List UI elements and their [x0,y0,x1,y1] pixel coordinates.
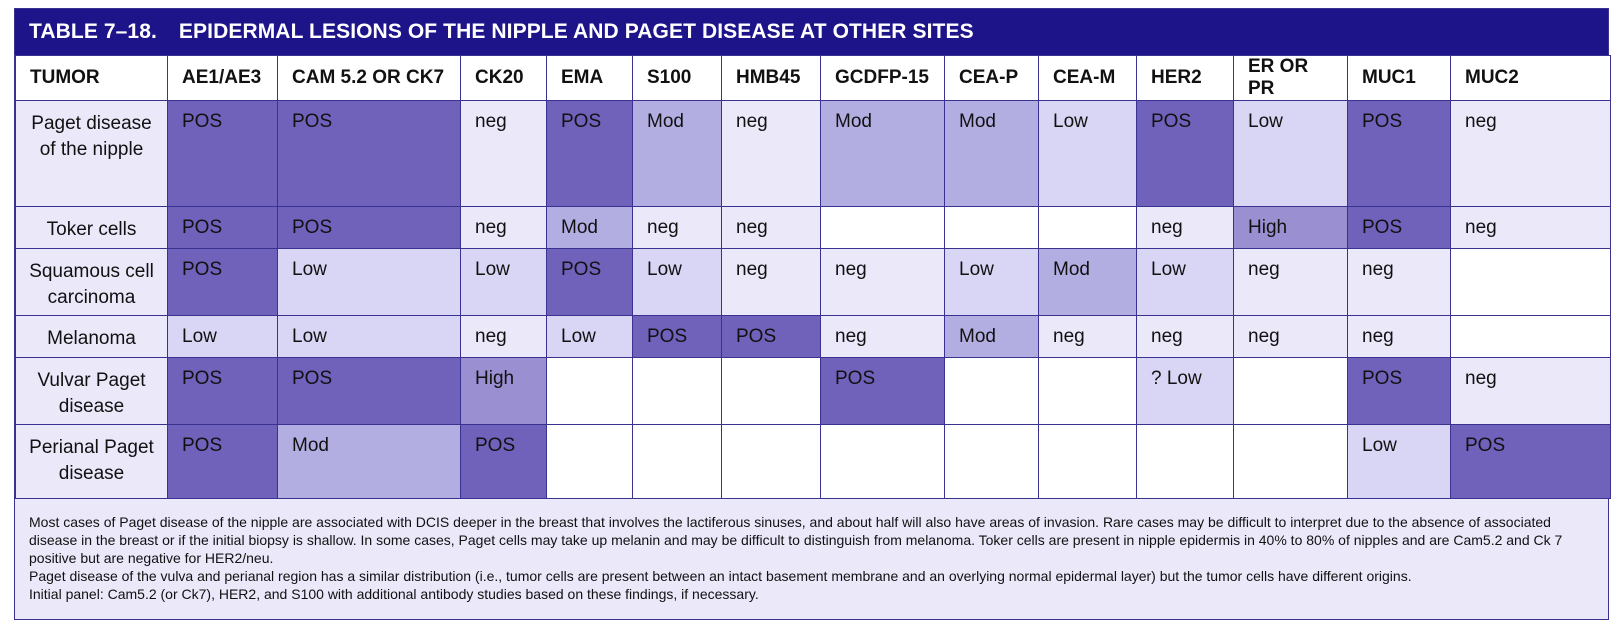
table-cell: POS [278,101,461,207]
table-cell: neg [821,249,945,316]
table-cell: POS [633,316,722,358]
note-paragraph: Paget disease of the vulva and perianal region has a similar distribution (i.e., tumor cells are present between an intact basement membrane and an overlying normal epidermal layer) but the tumor cells have different origins. [29,568,1412,584]
column-header: TUMOR [16,56,168,101]
column-header: EMA [547,56,633,101]
note-paragraph: Most cases of Paget disease of the nipple are associated with DCIS deeper in the breast that involves the lactiferous sinuses, and about half will also have areas of invasion. Rare cases may be difficult to interpret due to the absence of associated disease in the breast or if the initial biopsy is shallow. In some cases, Paget cells may take up melanin and may be difficult to distinguish from melanoma. Toker cells are present in nipple epidermis in 40% to 80% of nipples and are Cam5.2 and Ck 7 positive but are negative for HER2/neu. [29,514,1563,566]
table-cell: Low [633,249,722,316]
table-cell: Low [168,316,278,358]
table-cell: POS [547,249,633,316]
table-row [16,358,1611,425]
table-cell: Mod [633,101,722,207]
table-cell: POS [722,316,821,358]
table-cell: POS [1348,207,1451,249]
table-row [16,316,1611,358]
table-cell [722,358,821,425]
table-cell: POS [461,425,547,499]
table-cell [945,358,1039,425]
table-cell: neg [722,101,821,207]
table-cell [1234,358,1348,425]
table-cell [1234,425,1348,499]
table-cell [547,425,633,499]
column-header: CEA-P [945,56,1039,101]
table-cell: Mod [1039,249,1137,316]
table-cell: POS [1348,101,1451,207]
table-cell: Mod [278,425,461,499]
table-cell [1137,425,1234,499]
row-header: Perianal Paget disease [16,425,168,499]
table-row [16,425,1611,499]
table-row [16,249,1611,316]
row-header: Vulvar Paget disease [16,358,168,425]
column-header: MUC2 [1451,56,1611,101]
table-container [14,8,1609,620]
row-header: Squamous cell carcinoma [16,249,168,316]
table-cell: Low [461,249,547,316]
table-cell: neg [461,316,547,358]
table-cell: POS [168,207,278,249]
table-cell: neg [461,207,547,249]
table-row [16,101,1611,207]
header-row [16,56,1611,101]
table-cell: POS [1451,425,1611,499]
table-cell: Low [547,316,633,358]
table-cell [821,207,945,249]
note-paragraph: Initial panel: Cam5.2 (or Ck7), HER2, and S100 with additional antibody studies based on these findings, if necessary. [29,586,759,602]
table-cell: POS [278,358,461,425]
table-cell [1451,249,1611,316]
table-cell: neg [1451,207,1611,249]
column-header: AE1/AE3 [168,56,278,101]
table-cell [1039,207,1137,249]
table-cell: Mod [547,207,633,249]
table-title: EPIDERMAL LESIONS OF THE NIPPLE AND PAGET DISEASE AT OTHER SITES [178,20,974,43]
table-cell [547,358,633,425]
column-header: CEA-M [1039,56,1137,101]
table-cell [722,425,821,499]
row-header: Paget disease of the nipple [16,101,168,207]
table-cell: neg [1137,207,1234,249]
table-cell: High [1234,207,1348,249]
table-number: TABLE 7–18. [29,20,157,43]
table-cell: Mod [945,316,1039,358]
column-header: CK20 [461,56,547,101]
table-cell: Low [278,316,461,358]
table-cell [945,425,1039,499]
data-table [15,55,1611,499]
table-cell: High [461,358,547,425]
table-cell: neg [1039,316,1137,358]
table-cell [633,425,722,499]
table-row [16,207,1611,249]
table-cell: Low [278,249,461,316]
table-cell [945,207,1039,249]
table-cell: POS [1137,101,1234,207]
table-body [16,101,1611,499]
table-cell: neg [461,101,547,207]
table-cell: Low [1039,101,1137,207]
table-cell: neg [722,207,821,249]
table-cell: Mod [821,101,945,207]
table-cell: neg [821,316,945,358]
table-cell [1039,358,1137,425]
table-cell: Mod [945,101,1039,207]
table-cell [821,425,945,499]
table-cell [1451,316,1611,358]
column-header: CAM 5.2 OR CK7 [278,56,461,101]
table-cell: neg [722,249,821,316]
column-header: HER2 [1137,56,1234,101]
column-header: HMB45 [722,56,821,101]
table-cell: Low [1137,249,1234,316]
table-cell: POS [1348,358,1451,425]
table-title-bar [15,9,1608,55]
table-cell [1039,425,1137,499]
table-cell: neg [1234,316,1348,358]
table-cell: POS [168,101,278,207]
row-header: Melanoma [16,316,168,358]
table-cell: neg [633,207,722,249]
column-header: ER OR PR [1234,56,1348,101]
table-cell: neg [1348,249,1451,316]
table-cell: Low [945,249,1039,316]
table-cell: neg [1451,101,1611,207]
table-cell: neg [1348,316,1451,358]
column-header: GCDFP-15 [821,56,945,101]
table-cell: neg [1451,358,1611,425]
table-cell: ? Low [1137,358,1234,425]
table-cell: POS [278,207,461,249]
column-header: S100 [633,56,722,101]
table-cell: POS [168,425,278,499]
table-cell [633,358,722,425]
table-cell: neg [1137,316,1234,358]
table-cell: POS [168,249,278,316]
column-header: MUC1 [1348,56,1451,101]
row-header: Toker cells [16,207,168,249]
table-cell: POS [547,101,633,207]
table-cell: POS [168,358,278,425]
table-cell: Low [1234,101,1348,207]
table-notes [15,499,1608,619]
table-cell: POS [821,358,945,425]
table-cell: neg [1234,249,1348,316]
table-cell: Low [1348,425,1451,499]
